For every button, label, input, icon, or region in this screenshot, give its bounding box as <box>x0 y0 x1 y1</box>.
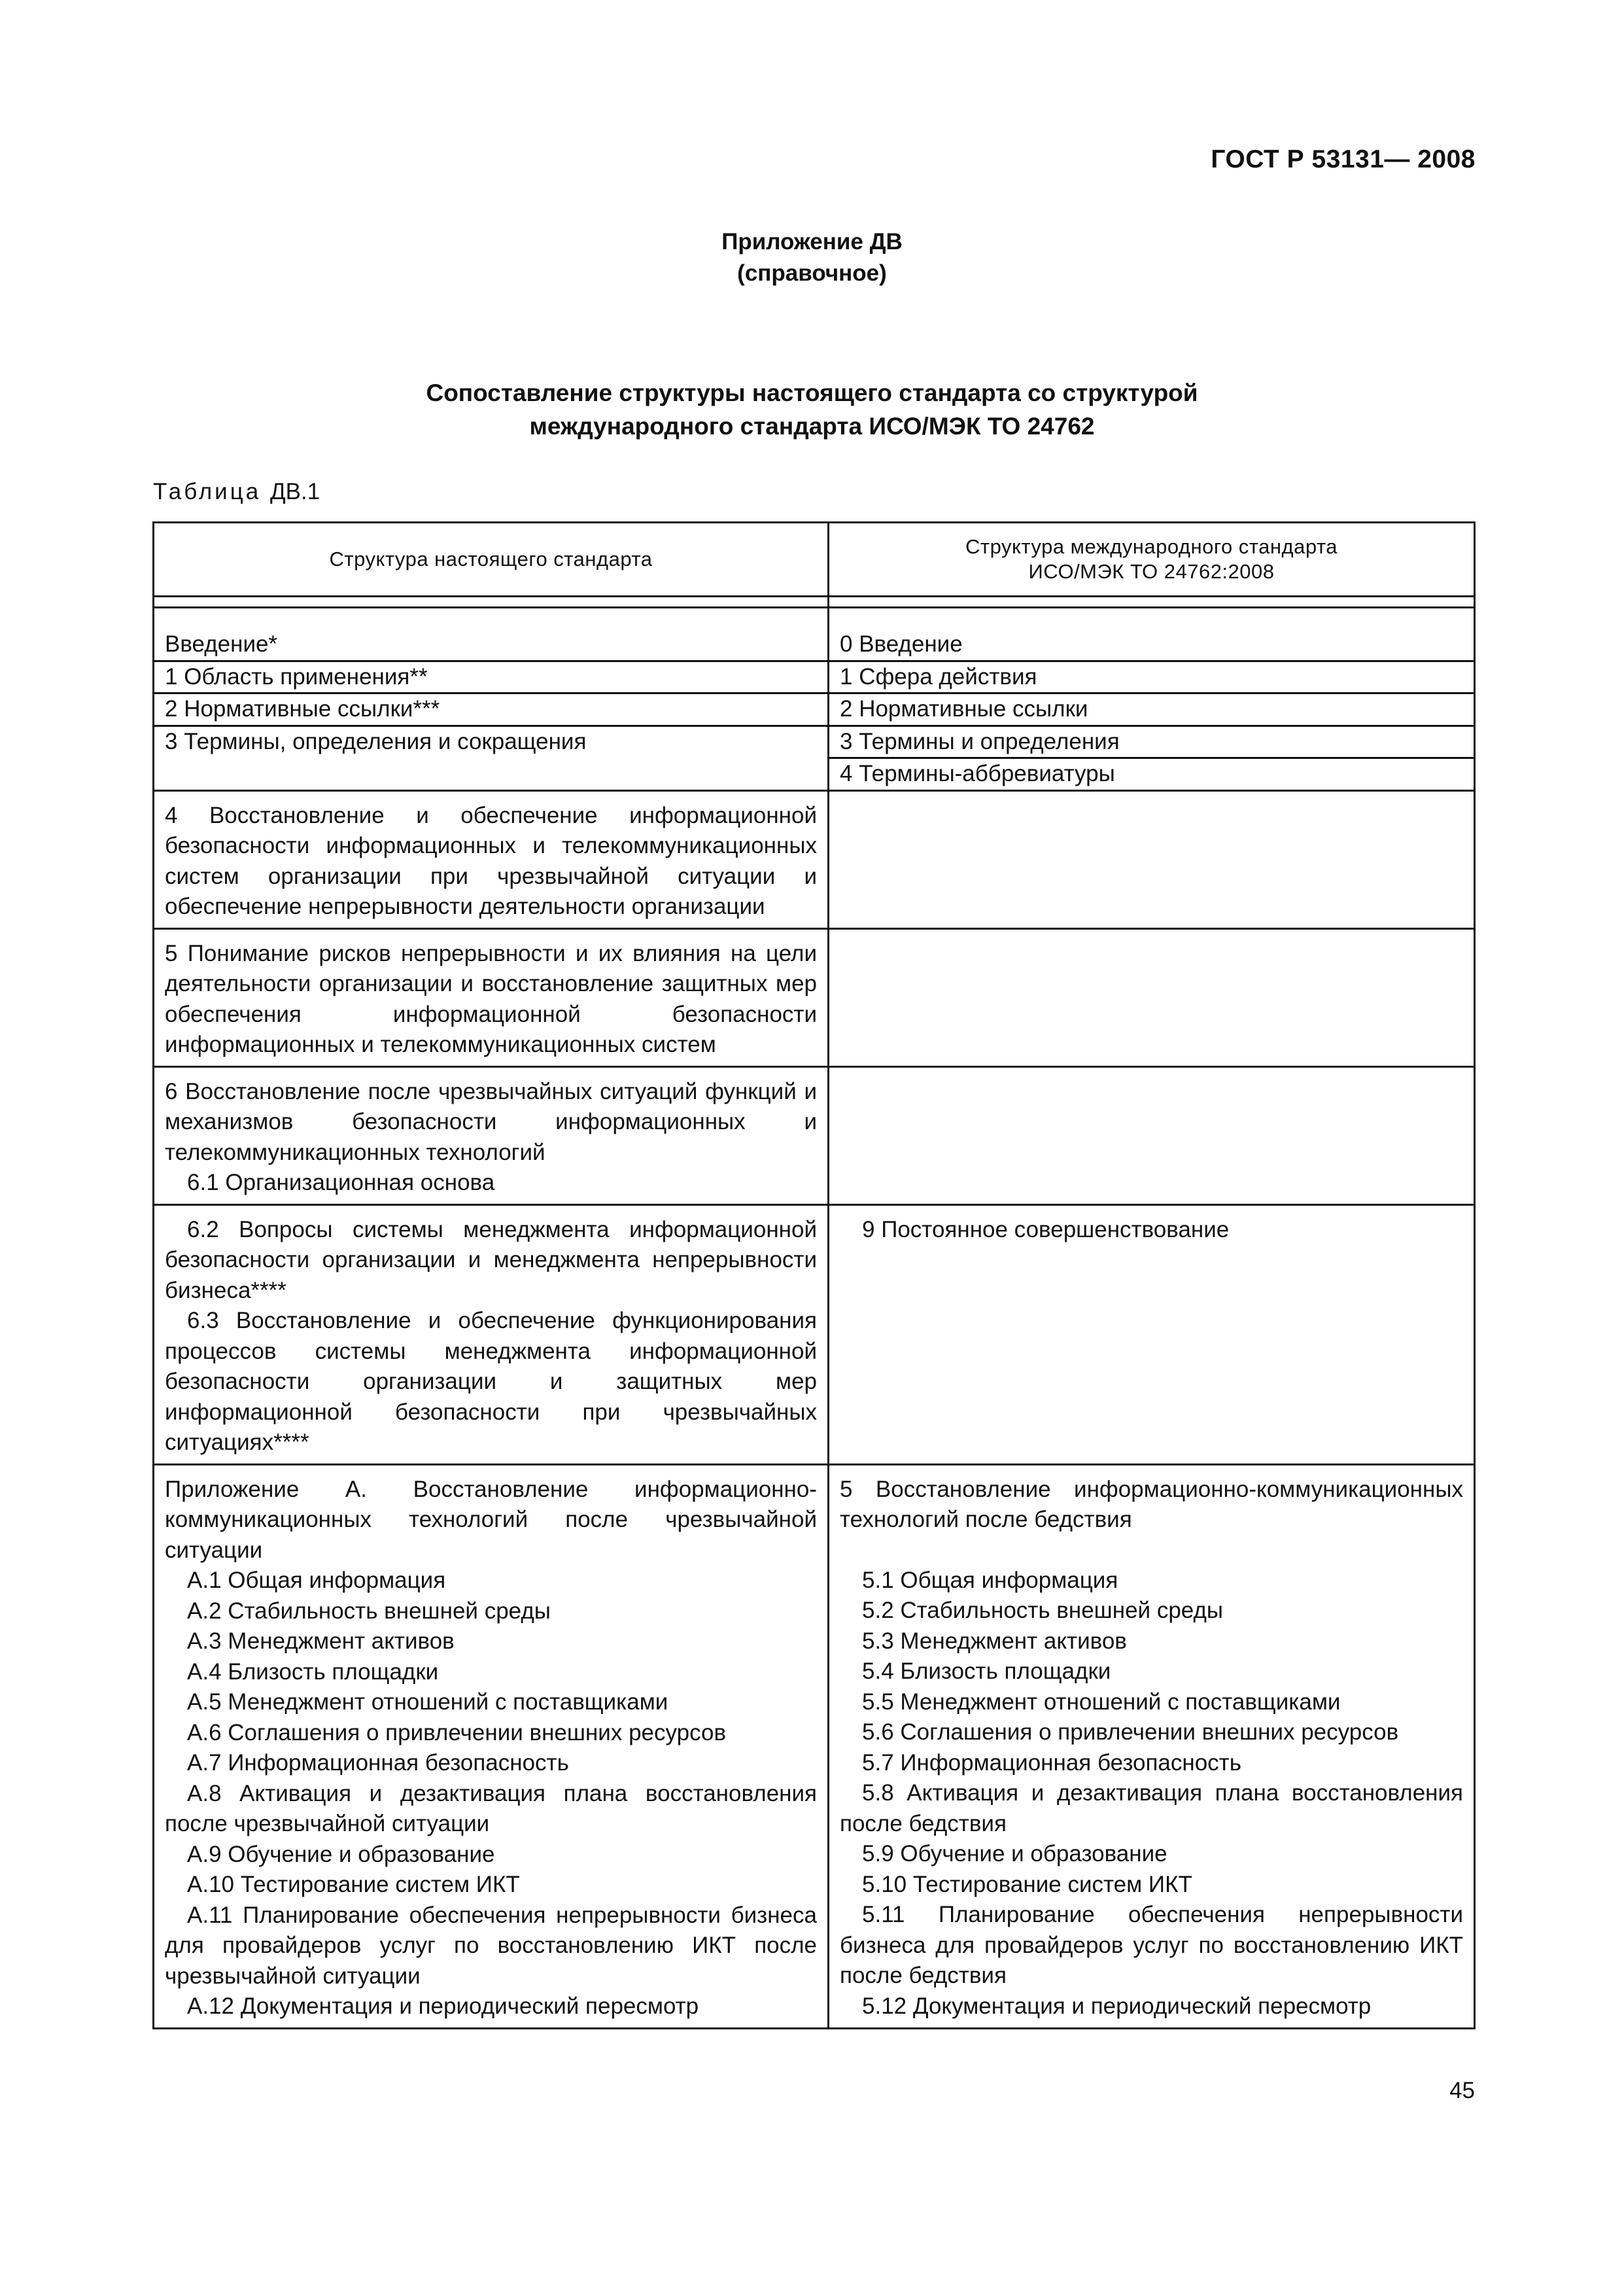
cell-left: 2 Нормативные ссылки*** <box>154 693 829 726</box>
page-title <box>0 376 1624 443</box>
list-item: А.7 Информационная безопасность <box>187 1750 569 1776</box>
section-9-text: 9 Постоянное совершенствование <box>862 1216 1230 1242</box>
cell-left <box>154 1464 829 2028</box>
section-6-2-text: 6.2 Вопросы системы менеджмента информационной безопасности организации и менеджмента непрерывности бизнеса**** <box>165 1216 817 1303</box>
list-item: А.8 Активация и дезактивация плана восстановления после чрезвычайной ситуации <box>165 1780 817 1836</box>
table-label-word: Таблица <box>153 479 262 504</box>
table-row <box>154 726 1475 758</box>
cell-left <box>154 1066 829 1204</box>
table-label-number: ДВ.1 <box>269 479 320 504</box>
page-title-line-2: международного стандарта ИСО/МЭК ТО 24762 <box>529 413 1095 440</box>
section-6-3-text: 6.3 Восстановление и обеспечение функционирования процессов системы менеджмента информационной безопасности организации и защитных мер информационной безопасности при чрезвычайных ситуациях**** <box>165 1308 817 1455</box>
blank-line <box>840 1535 1463 1566</box>
list-item: А.3 Менеджмент активов <box>187 1628 455 1654</box>
appendix-note: (справочное) <box>737 260 887 286</box>
page-title-line-1: Сопоставление структуры настоящего стандарта со структурой <box>426 379 1198 406</box>
list-item: А.10 Тестирование систем ИКТ <box>187 1872 520 1897</box>
cell-left: Введение* <box>154 608 829 661</box>
table-row <box>154 1066 1475 1204</box>
section-6-text: 6 Восстановление после чрезвычайных ситуаций функций и механизмов безопасности информационных и телекоммуникационных технологий <box>165 1078 817 1165</box>
header-national-label: Структура настоящего стандарта <box>329 548 653 570</box>
cell-right: 4 Термины-аббревиатуры <box>829 758 1475 791</box>
header-international-line-2: ИСО/МЭК ТО 24762:2008 <box>1028 560 1275 583</box>
section-6-1-text: 6.1 Организационная основа <box>187 1170 495 1195</box>
cell-right <box>829 1464 1475 2028</box>
comparison-table <box>152 521 1476 2029</box>
header-international-line-1: Структура международного стандарта <box>965 535 1338 558</box>
table-row <box>154 928 1475 1066</box>
table-header-row <box>154 523 1475 597</box>
list-item: А.11 Планирование обеспечения непрерывности бизнеса для провайдеров услуг по восстановлению ИКТ после чрезвычайной ситуации <box>165 1902 817 1989</box>
table-row <box>154 1204 1475 1464</box>
list-item: 5.3 Менеджмент активов <box>862 1628 1127 1654</box>
table-row <box>154 790 1475 928</box>
cell-left: 5 Понимание рисков непрерывности и их влияния на цели деятельности организации и восстановление защитных мер обеспечения информационной безопасности информационных и телекоммуникационных систем <box>154 928 829 1066</box>
list-item: 5.12 Документация и периодический пересмотр <box>862 1993 1372 2019</box>
page-number: 45 <box>1449 2078 1475 2103</box>
table-label <box>153 479 320 505</box>
table-row <box>154 1464 1475 2028</box>
list-item: А.4 Близость площадки <box>187 1658 439 1685</box>
list-item: А.9 Обучение и образование <box>187 1841 495 1867</box>
document-code: ГОСТ Р 53131— 2008 <box>1211 145 1476 173</box>
cell-right-empty <box>829 928 1475 1066</box>
cell-right <box>829 1204 1475 1464</box>
cell-left: 1 Область применения** <box>154 661 829 693</box>
cell-right: 2 Нормативные ссылки <box>829 693 1475 726</box>
section-5-heading: 5 Восстановление информационно-коммуникационных технологий после бедствия <box>840 1476 1463 1532</box>
cell-left: 4 Восстановление и обеспечение информационной безопасности информационных и телекоммуникационных систем организации при чрезвычайной ситуации и обеспечение непрерывности деятельности организации <box>154 790 829 928</box>
list-item: А.6 Соглашения о привлечении внешних ресурсов <box>187 1719 727 1745</box>
cell-right: 0 Введение <box>829 608 1475 661</box>
list-item: 5.6 Соглашения о привлечении внешних ресурсов <box>862 1719 1399 1745</box>
header-cell-national <box>154 523 829 597</box>
cell-right: 3 Термины и определения <box>829 726 1475 758</box>
table-row <box>154 608 1475 661</box>
list-item: А.2 Стабильность внешней среды <box>187 1598 551 1624</box>
cell-left <box>154 1204 829 1464</box>
list-item: А.5 Менеджмент отношений с поставщиками <box>187 1689 668 1715</box>
cell-right: 1 Сфера действия <box>829 661 1475 693</box>
header-cell-international <box>829 523 1475 597</box>
table-row <box>154 693 1475 726</box>
list-item: 5.5 Менеджмент отношений с поставщиками <box>862 1689 1341 1715</box>
appendix-title: Приложение ДВ <box>721 229 903 254</box>
list-item: 5.1 Общая информация <box>862 1567 1118 1593</box>
cell-right-empty <box>829 790 1475 928</box>
list-item: 5.8 Активация и дезактивация плана восстановления после бедствия <box>840 1780 1463 1836</box>
list-item: 5.7 Информационная безопасность <box>862 1749 1241 1776</box>
spacer-cell <box>829 597 1475 608</box>
list-item: 5.9 Обучение и образование <box>862 1841 1167 1866</box>
list-item: 5.2 Стабильность внешней среды <box>862 1598 1224 1623</box>
list-item: 5.10 Тестирование систем ИКТ <box>862 1871 1192 1897</box>
annex-a-heading: Приложение А. Восстановление информационно-коммуникационных технологий после чрезвычайной ситуации <box>165 1476 817 1563</box>
list-item: А.12 Документация и периодический пересмотр <box>187 1993 699 2019</box>
table-row <box>154 661 1475 693</box>
cell-left: 3 Термины, определения и сокращения <box>154 726 829 790</box>
list-item: А.1 Общая информация <box>187 1568 446 1593</box>
list-item: 5.4 Близость площадки <box>862 1658 1111 1684</box>
list-item: 5.11 Планирование обеспечения непрерывности бизнеса для провайдеров услуг по восстановлению ИКТ после бедствия <box>840 1902 1463 1988</box>
table-spacer-row <box>154 597 1475 608</box>
spacer-cell <box>154 597 829 608</box>
appendix-heading <box>0 226 1624 289</box>
cell-right-empty <box>829 1066 1475 1204</box>
